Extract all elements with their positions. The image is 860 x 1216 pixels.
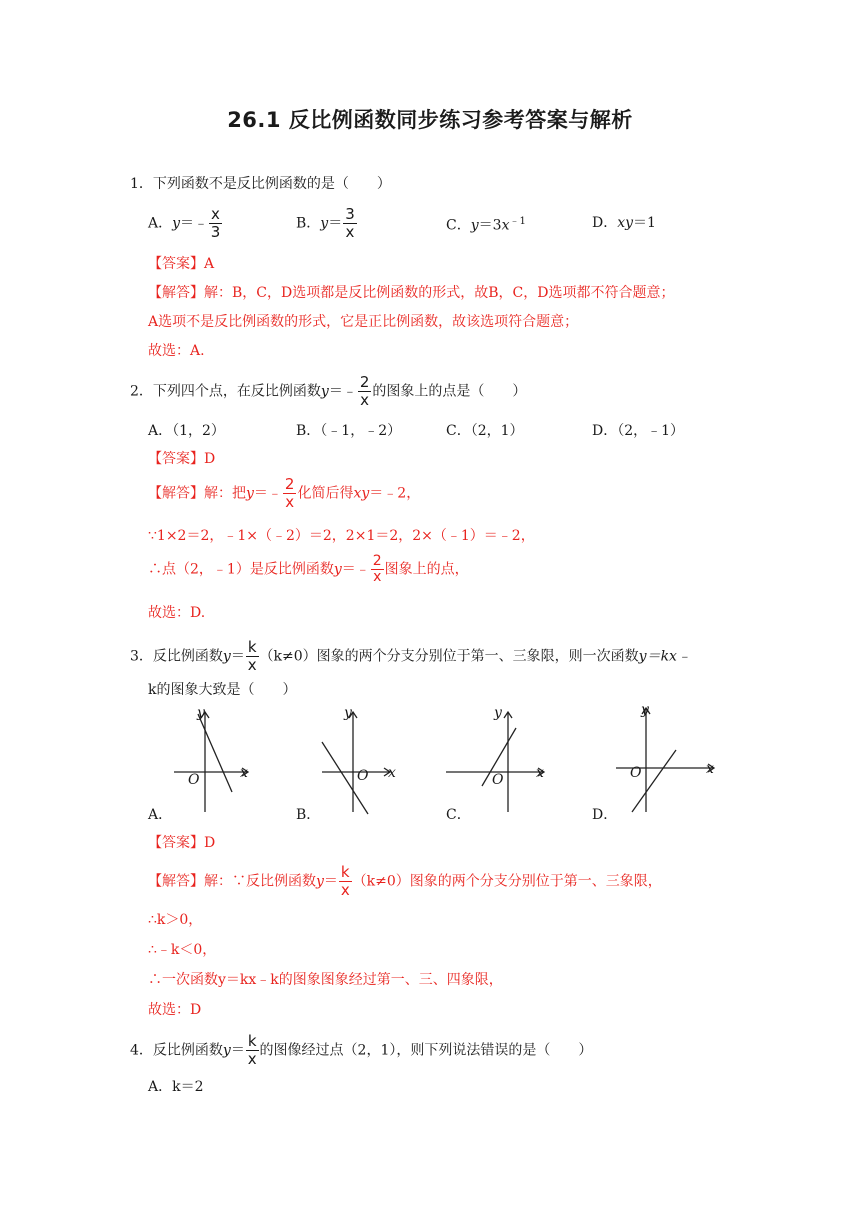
q1-option-c: C．$y=3x^{﹣1}$ [446,216,526,234]
q1-answer: 【答案】A [148,256,215,272]
q1-explanation-2: A选项不是反比例函数的形式，它是正比例函数，故该选项符合题意； [148,314,579,330]
q3-graph-d-y-label: y [641,702,649,718]
q2-option-c: C．（2，1） [446,423,524,439]
q2-option-a: A．（1，2） [148,423,225,439]
q2-explanation-4: 故选：D. [148,605,206,621]
q3-graph-d-x-label: x [706,761,714,777]
q2-stem: 2．下列四个点，在反比例函数y＝﹣ $\frac{2}{x}$ 的图象上的点是（ ） [130,373,527,409]
q3-explanation-4: ∴一次函数y＝kx﹣k的图象图象经过第一、三、四象限， [148,972,503,988]
q3-exp-fraction: $\frac{k}{x}$ [340,863,350,899]
q3-graph-a [168,704,258,816]
q3-graph-c-y-label: y [494,705,502,721]
q3-explanation-3: ∴﹣k＜0， [148,942,217,958]
q3-stem-fraction: $\frac{k}{x}$ [247,638,257,674]
q3-stem-line2: k的图象大致是（ ） [148,682,297,698]
q3-explanation-5: 故选：D [148,1002,202,1018]
q3-graph-c-origin: O [492,772,504,788]
q3-graph-d [610,704,720,816]
q4-option-a: A．k＝2 [148,1079,204,1095]
q1-explanation-1: 【解答】解：B，C，D选项都是反比例函数的形式，故B，C，D选项都不符合题意； [148,285,675,301]
q2-exp3-fraction: $\frac{2}{x}$ [372,553,382,585]
q2-option-d: D．（2，﹣1） [592,423,685,439]
q3-graph-a-x-label: x [240,765,248,781]
q3-graph-d-origin: O [630,765,642,781]
q3-graph-b [316,704,406,816]
q3-option-b-label: B． [296,807,321,823]
q2-option-b: B．（﹣1，﹣2） [296,423,402,439]
q3-answer: 【答案】D [148,835,216,851]
q3-stem-line1: 3．反比例函数y＝ $\frac{k}{x}$ （k≠0）图象的两个分支分别位于第一、三象限，则一次函数y＝kx﹣ [130,638,691,674]
q2-explanation-1: 【解答】解：把y＝﹣ $\frac{2}{x}$ 化简后得xy＝﹣2， [148,475,421,511]
q1-option-d: D．xy＝1 [592,215,656,231]
q1-option-a: A．y＝﹣ $\frac{x}{3}$ [148,205,221,241]
q3-graph-c-x-label: x [536,765,544,781]
q2-stem-fraction: $\frac{2}{x}$ [359,373,370,409]
q3-graph-a-origin: O [188,772,200,788]
q1-option-b: B．y＝ $\frac{3}{x}$ [296,205,355,241]
q3-graph-b-x-label: x [388,765,396,781]
q1-b-fraction: $\frac{3}{x}$ [345,205,355,241]
q3-graph-b-y-label: y [344,705,352,721]
q1-explanation-3: 故选：A. [148,343,205,359]
q2-explanation-3: ∴点（2，﹣1）是反比例函数y＝﹣ $\frac{2}{x}$ 图象上的点， [148,553,469,585]
page-title: 26.1 反比例函数同步练习参考答案与解析 [227,108,633,132]
q2-answer: 【答案】D [148,451,216,467]
q3-option-c-label: C． [446,807,471,823]
q3-explanation-1: 【解答】解：∵反比例函数y＝ $\frac{k}{x}$ （k≠0）图象的两个分支分别位于第一、三象限， [148,863,662,899]
q2-exp-fraction: $\frac{2}{x}$ [284,475,295,511]
q2-explanation-2: ∵1×2＝2，﹣1×（﹣2）＝2，2×1＝2，2×（﹣1）＝﹣2， [148,528,535,544]
q4-stem: 4．反比例函数y＝ $\frac{k}{x}$ 的图像经过点（2，1），则下列说法错误的是（ ） [130,1032,593,1068]
q3-explanation-2: ∴k＞0， [148,912,203,928]
q3-option-d-label: D． [592,807,618,823]
q3-graph-b-origin: O [357,768,369,784]
q3-option-a-label: A． [148,807,173,823]
q1-stem: 1．下列函数不是反比例函数的是（ ） [130,176,391,192]
q1-a-fraction: $\frac{x}{3}$ [210,205,221,241]
q4-stem-fraction: $\frac{k}{x}$ [247,1032,257,1068]
q3-graph-a-y-label: y [197,705,205,721]
